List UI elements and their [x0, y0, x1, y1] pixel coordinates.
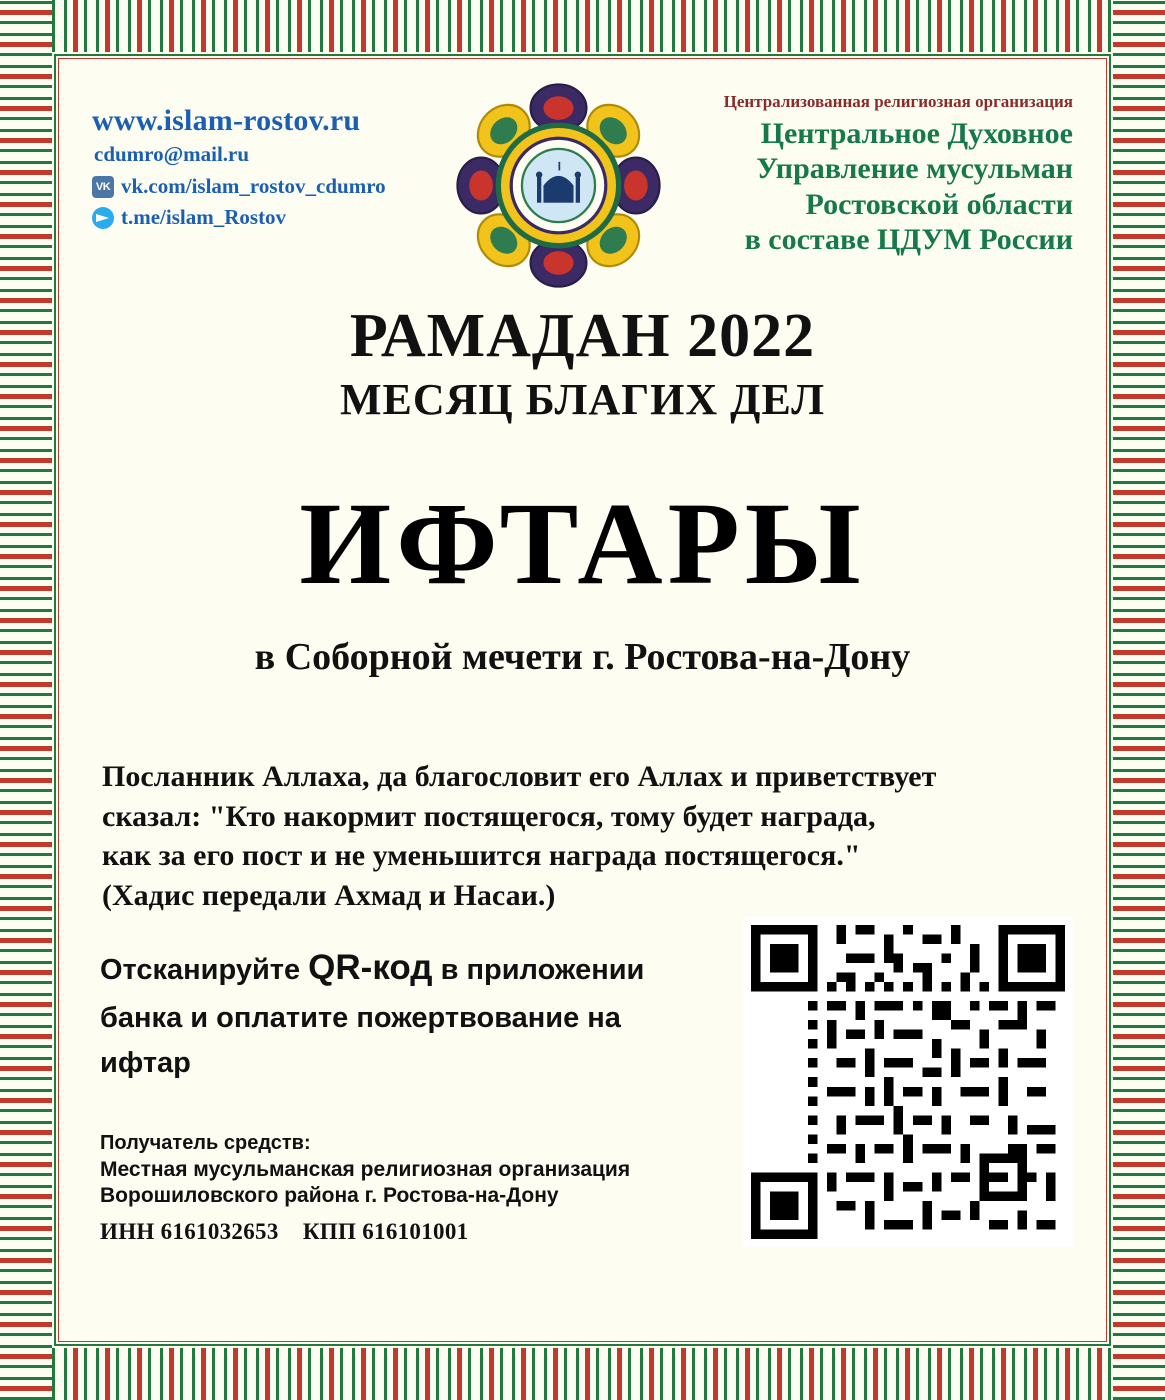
venue-text: в Соборной мечети г. Ростова-на-Дону	[254, 636, 911, 678]
vk-link-row[interactable]	[92, 174, 451, 199]
organization-line-2: Управление мусульман	[756, 152, 1073, 186]
organization-line-3: Ростовской области	[805, 187, 1073, 221]
border-band-left	[0, 0, 52, 1400]
vk-link-label: vk.com/islam_rostov_cdumro	[121, 174, 386, 198]
cta-qr-highlight: QR-код	[308, 948, 433, 988]
telegram-link-row[interactable]	[92, 205, 451, 230]
hadith-line-4: (Хадис передали Ахмад и Насаи.)	[102, 878, 556, 912]
recipient-kpp: КПП 616101001	[302, 1219, 469, 1244]
ramadan-heading: РАМАДАН 2022	[349, 302, 816, 370]
cta-after: в приложении банка и оплатите пожертвование на ифтар	[100, 954, 645, 1079]
page-title: ИФТАРЫ	[299, 478, 866, 609]
hadith-quote	[92, 757, 1073, 915]
organization-line-4: в составе ЦДУМ России	[744, 223, 1073, 257]
poster-content	[62, 62, 1103, 1338]
hadith-line-1: Посланник Аллаха, да благословит его Аллах и приветствует	[102, 760, 937, 793]
recipient-name-line-2: Ворошиловского района г. Ростова-на-Дону	[100, 1183, 559, 1207]
hadith-line-3: как за его пост и не уменьшится награда постящегося."	[102, 839, 861, 873]
donation-section	[92, 941, 1073, 1245]
border-band-right	[1113, 0, 1165, 1400]
cta-before: Отсканируйте	[100, 954, 309, 987]
organization-prefix: Централизованная религиозная организация	[723, 92, 1073, 111]
border-band-bottom	[0, 1348, 1165, 1400]
call-to-action-text	[92, 941, 700, 1085]
qr-code-image[interactable]	[743, 917, 1073, 1247]
organization-line-1: Центральное Духовное	[760, 117, 1073, 150]
arabesque-rosette-icon	[451, 78, 666, 293]
contacts-block	[92, 76, 451, 236]
recipient-label: Получатель средств:	[100, 1131, 311, 1154]
recipient-inn: ИНН 6161032653	[100, 1219, 279, 1244]
hadith-line-2: сказал: "Кто накормит постящегося, тому будет награда,	[102, 799, 876, 833]
poster-header	[92, 76, 1073, 291]
ramadan-subtitle: МЕСЯЦ БЛАГИХ ДЕЛ	[339, 375, 826, 424]
border-band-top	[0, 0, 1165, 52]
telegram-link-label: t.me/islam_Rostov	[121, 205, 287, 229]
recipient-block	[92, 1132, 700, 1246]
vk-icon: VK	[92, 176, 114, 198]
recipient-name-line-1: Местная мусульманская религиозная организация	[100, 1157, 631, 1181]
telegram-icon	[92, 207, 114, 229]
website-link[interactable]: www.islam-rostov.ru	[92, 104, 361, 137]
email-address[interactable]: cdumro@mail.ru	[94, 142, 250, 166]
organization-title-block	[666, 76, 1073, 258]
